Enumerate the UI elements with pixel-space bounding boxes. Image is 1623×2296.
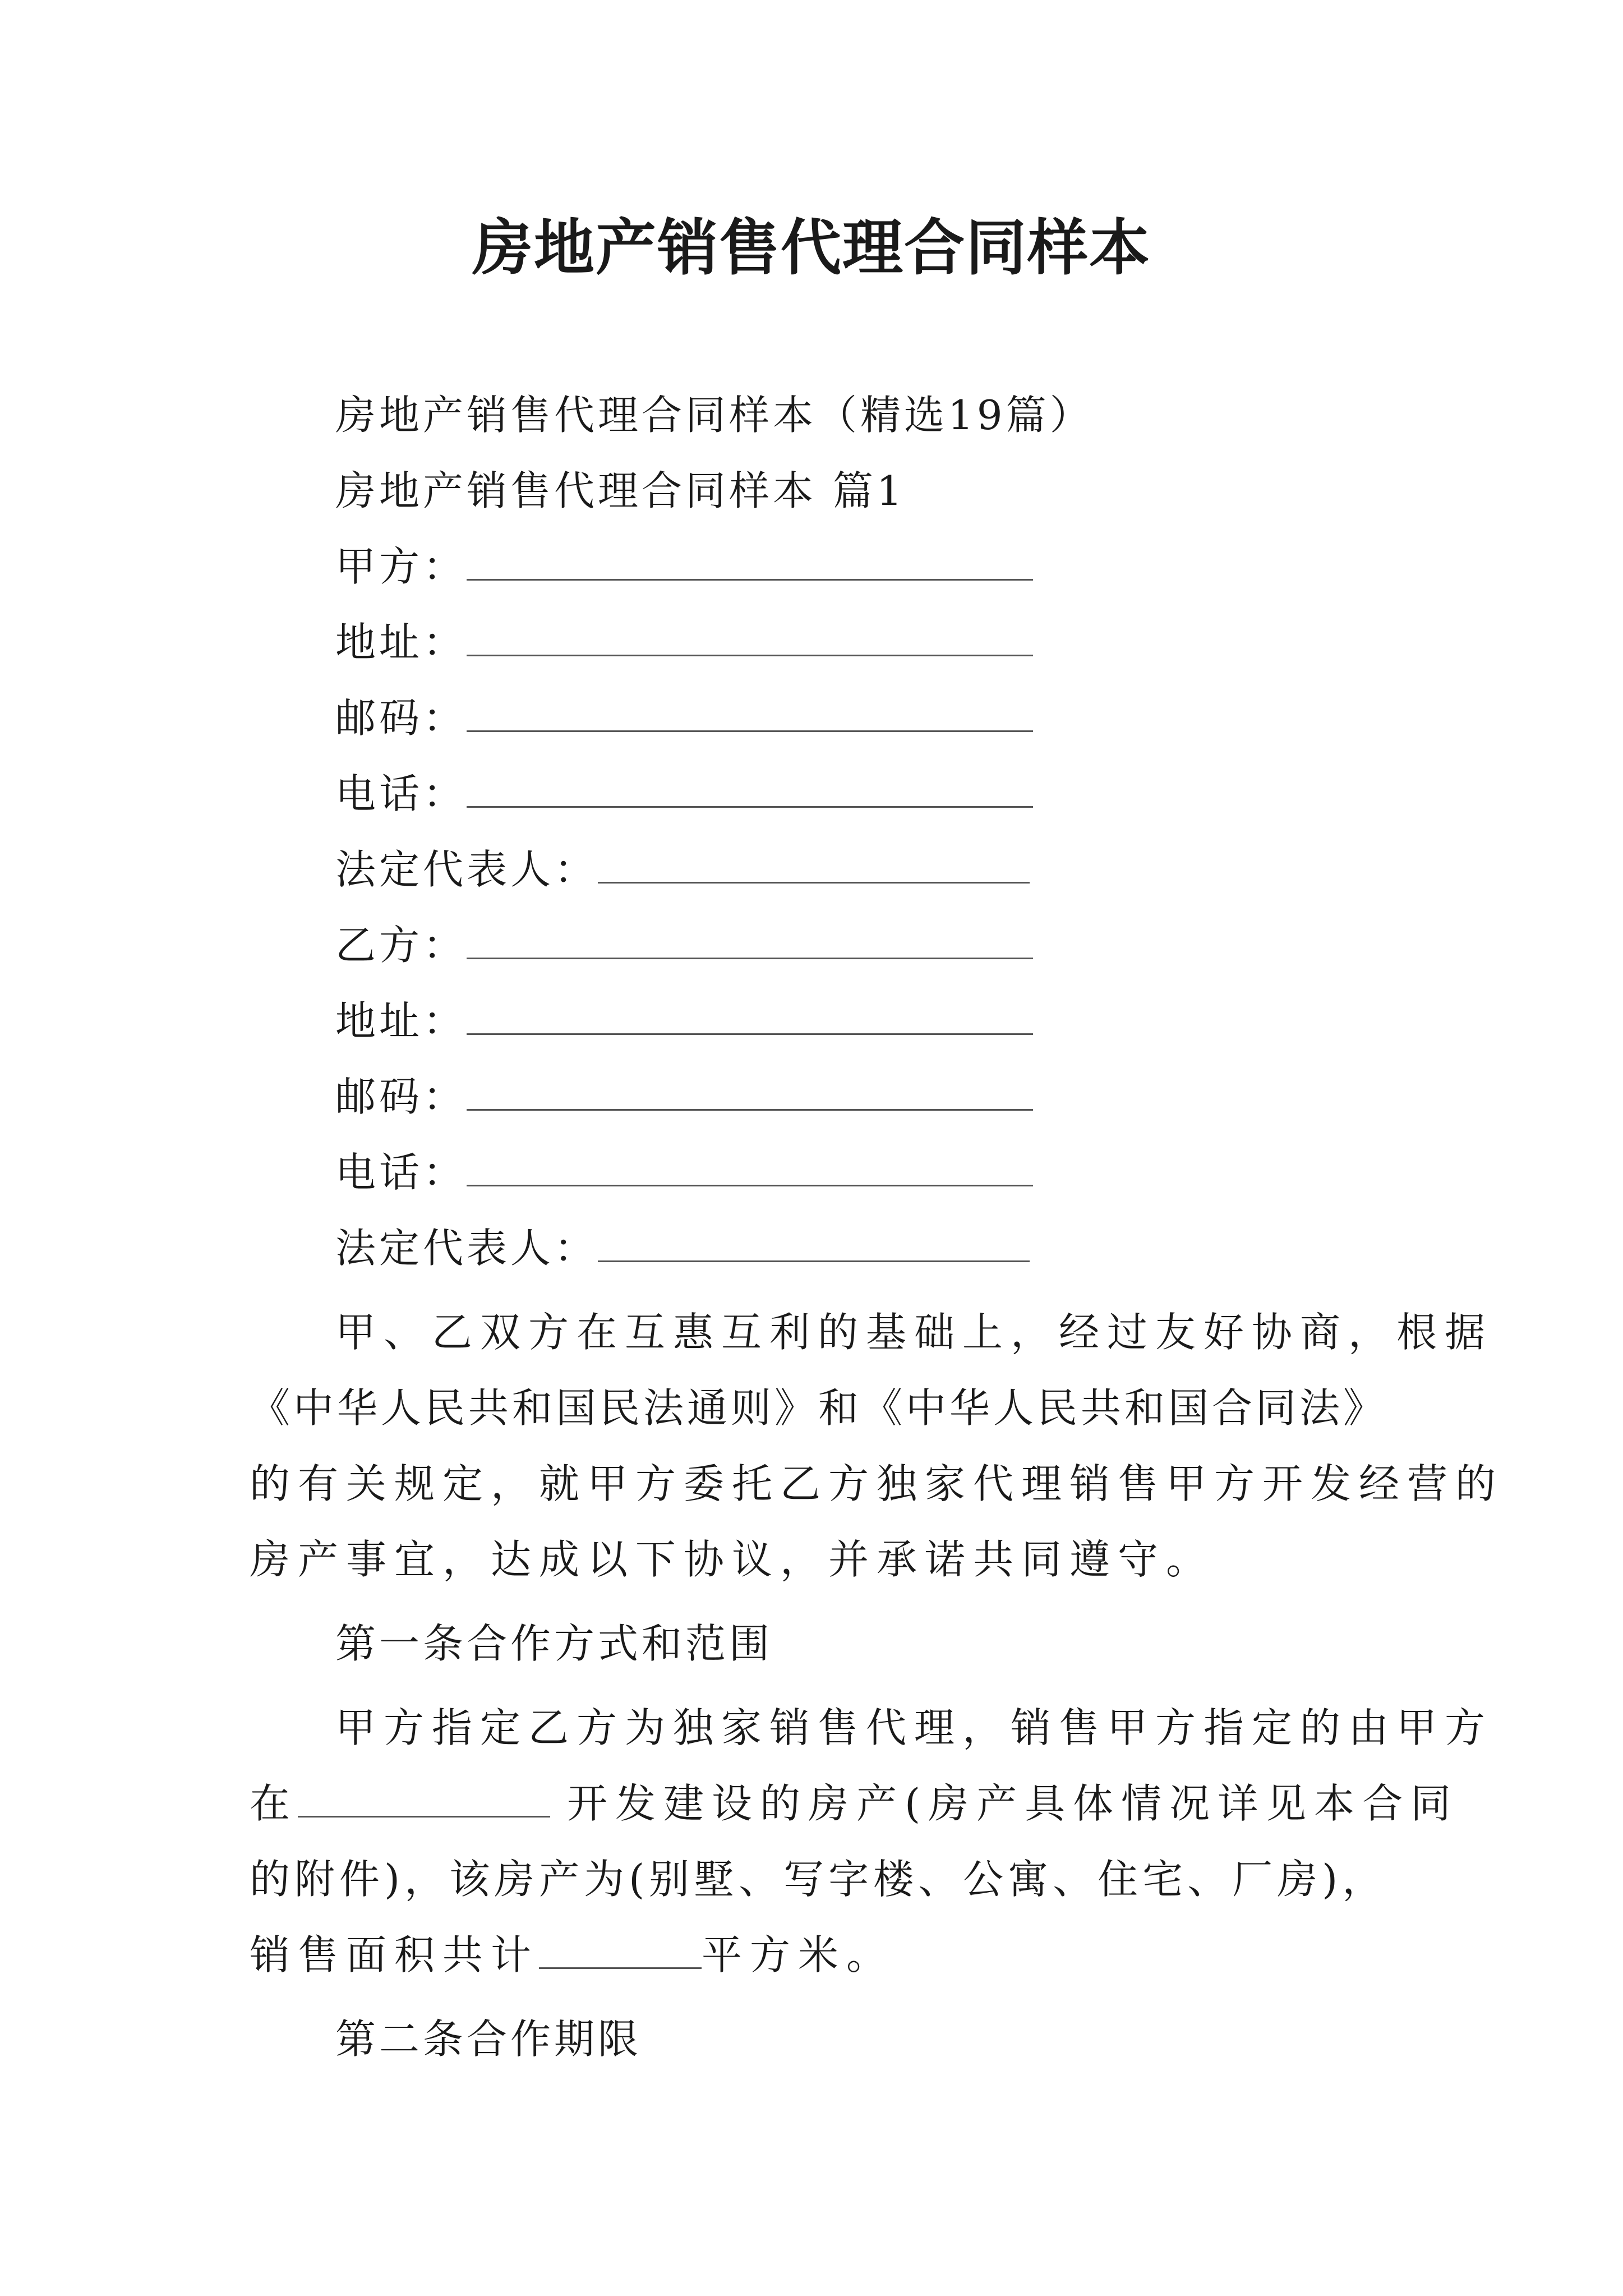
location-field[interactable] <box>298 1777 550 1818</box>
party-b-phone-row <box>335 1144 1033 1200</box>
party-a-row <box>335 539 1033 595</box>
party-a-address-field[interactable] <box>467 615 1033 656</box>
party-a-rep-label: 法定代表人： <box>335 846 598 893</box>
article-1-line-3: 的附件)，该房产为(别墅、写字楼、公寓、住宅、厂房)， <box>250 1856 1387 1903</box>
article-1-line-1: 甲方指定乙方为独家销售代理，销售甲方指定的由甲方 <box>335 1704 1493 1751</box>
party-b-postcode-label: 邮码： <box>335 1073 467 1120</box>
area-field[interactable] <box>539 1928 702 1969</box>
article-1-line-4-post: 平方米。 <box>702 1931 895 1978</box>
party-a-name-field[interactable] <box>467 540 1033 581</box>
party-a-address-row <box>335 614 1033 670</box>
party-a-rep-field[interactable] <box>598 843 1030 884</box>
party-a-phone-field[interactable] <box>467 767 1033 808</box>
party-b-address-field[interactable] <box>467 994 1033 1035</box>
party-b-rep-field[interactable] <box>598 1221 1030 1262</box>
intro-line-4: 房产事宜，达成以下协议，并承诺共同遵守。 <box>250 1536 1215 1583</box>
intro-line-1: 甲、乙双方在互惠互利的基础上，经过友好协商，根据 <box>335 1309 1493 1356</box>
intro-line-2: 《中华人民共和国民法通则》和《中华人民共和国合同法》 <box>250 1384 1387 1432</box>
party-b-address-row <box>335 993 1033 1049</box>
part-heading: 房地产销售代理合同样本 篇1 <box>335 467 906 514</box>
article-1-line-2 <box>250 1775 1459 1832</box>
article-1-heading: 第一条合作方式和范围 <box>335 1620 773 1667</box>
party-a-rep-row <box>335 841 1030 898</box>
party-b-rep-row <box>335 1220 1030 1276</box>
party-b-row <box>335 917 1033 973</box>
party-b-address-label: 地址： <box>335 997 467 1045</box>
article-1-line-4 <box>250 1927 895 1983</box>
party-a-address-label: 地址： <box>335 619 467 666</box>
party-a-postcode-row <box>335 690 1033 746</box>
article-1-line-4-pre: 销售面积共计 <box>250 1931 540 1978</box>
document-title: 房地产销售代理合同样本 <box>472 213 1151 283</box>
party-a-label: 甲方： <box>335 543 467 590</box>
party-b-postcode-field[interactable] <box>467 1070 1033 1111</box>
party-b-phone-label: 电话： <box>335 1149 467 1196</box>
party-a-postcode-field[interactable] <box>467 691 1033 732</box>
intro-line-3: 的有关规定，就甲方委托乙方独家代理销售甲方开发经营的 <box>250 1460 1504 1507</box>
party-a-postcode-label: 邮码： <box>335 694 467 742</box>
party-a-phone-row <box>335 766 1033 822</box>
party-a-phone-label: 电话： <box>335 770 467 817</box>
party-b-postcode-row <box>335 1069 1033 1125</box>
party-b-name-field[interactable] <box>467 918 1033 959</box>
article-1-line-2-pre: 在 <box>250 1780 298 1827</box>
document-subtitle: 房地产销售代理合同样本（精选19篇） <box>335 392 1094 439</box>
article-1-line-2-post: 开发建设的房产(房产具体情况详见本合同 <box>567 1780 1459 1827</box>
article-2-heading: 第二条合作期限 <box>335 2016 642 2063</box>
party-b-rep-label: 法定代表人： <box>335 1225 598 1272</box>
party-b-phone-field[interactable] <box>467 1145 1033 1186</box>
party-b-label: 乙方： <box>335 922 467 969</box>
